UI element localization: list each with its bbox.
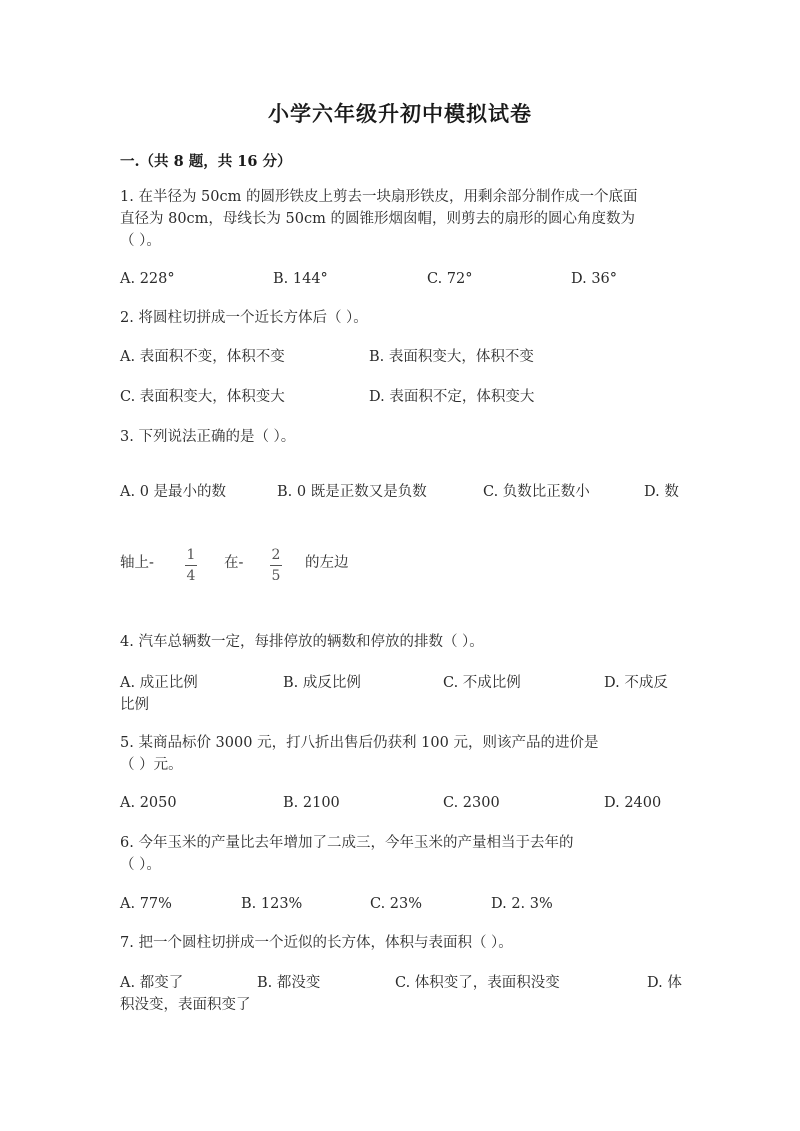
option-d[interactable]: D. 2. 3%	[491, 896, 553, 912]
fraction-denominator: 5	[271, 568, 281, 584]
option-a[interactable]: A. 0 是最小的数	[120, 484, 227, 500]
option-d-continuation-mid: 在-	[224, 555, 244, 571]
option-a[interactable]: A. 228°	[120, 271, 175, 287]
question-6-line-2: （ ）。	[120, 857, 161, 873]
option-d[interactable]: D. 2400	[604, 795, 662, 811]
page-title: 小学六年级升初中模拟试卷	[268, 101, 532, 126]
option-b[interactable]: B. 都没变	[257, 975, 321, 991]
option-d-continuation-suffix: 的左边	[305, 555, 349, 571]
question-4-line-1: 4. 汽车总辆数一定，每排停放的辆数和停放的排数（ ）。	[120, 634, 484, 650]
option-d-continuation: 比例	[120, 697, 149, 713]
option-d[interactable]: D. 36°	[571, 271, 618, 287]
option-d[interactable]: D. 表面积不定，体积变大	[369, 389, 535, 405]
option-c[interactable]: C. 不成比例	[443, 675, 521, 691]
option-a[interactable]: A. 2050	[120, 795, 177, 811]
question-6-line-1: 6. 今年玉米的产量比去年增加了二成三，今年玉米的产量相当于去年的	[120, 835, 574, 851]
option-a[interactable]: A. 77%	[120, 896, 172, 912]
section-heading: 一.（共 8 题，共 16 分）	[120, 153, 292, 170]
option-a[interactable]: A. 都变了	[120, 975, 184, 991]
question-2-line-1: 2. 将圆柱切拼成一个近长方体后（ ）。	[120, 310, 368, 326]
question-5-line-1: 5. 某商品标价 3000 元，打八折出售后仍获利 100 元，则该产品的进价是	[120, 735, 599, 751]
option-c[interactable]: C. 负数比正数小	[483, 484, 590, 500]
option-b[interactable]: B. 0 既是正数又是负数	[277, 484, 427, 500]
question-1-line-3: （ ）。	[120, 233, 161, 249]
fraction-denominator: 4	[186, 568, 196, 584]
question-7-line-1: 7. 把一个圆柱切拼成一个近似的长方体，体积与表面积（ ）。	[120, 935, 513, 951]
option-d[interactable]: D. 数	[644, 484, 679, 500]
option-b[interactable]: B. 2100	[283, 795, 340, 811]
question-1-line-1: 1. 在半径为 50cm 的圆形铁皮上剪去一块扇形铁皮，用剩余部分制作成一个底面	[120, 189, 638, 205]
option-d-continuation-prefix: 轴上-	[120, 555, 154, 571]
option-b[interactable]: B. 表面积变大，体积不变	[369, 349, 534, 365]
option-b[interactable]: B. 成反比例	[283, 675, 361, 691]
option-d[interactable]: D. 体	[647, 975, 682, 991]
question-1-line-2: 直径为 80cm，母线长为 50cm 的圆锥形烟囱帽，则剪去的扇形的圆心角度数为	[120, 211, 635, 227]
fraction-numerator: 2	[271, 547, 281, 563]
option-a[interactable]: A. 表面积不变，体积不变	[120, 349, 285, 365]
option-a[interactable]: A. 成正比例	[120, 675, 198, 691]
option-b[interactable]: B. 123%	[241, 896, 303, 912]
fraction-bar	[270, 565, 282, 566]
option-b[interactable]: B. 144°	[273, 271, 328, 287]
question-5-line-2: （ ）元。	[120, 757, 183, 773]
fraction-numerator: 1	[186, 547, 196, 563]
option-c[interactable]: C. 体积变了，表面积没变	[395, 975, 560, 991]
option-c[interactable]: C. 2300	[443, 795, 500, 811]
option-d-continuation: 积没变，表面积变了	[120, 997, 251, 1013]
option-c[interactable]: C. 表面积变大，体积变大	[120, 389, 285, 405]
option-c[interactable]: C. 23%	[370, 896, 423, 912]
fraction-one-quarter	[183, 547, 199, 584]
fraction-two-fifths	[268, 547, 284, 584]
fraction-bar	[185, 565, 197, 566]
option-d[interactable]: D. 不成反	[604, 675, 668, 691]
question-3-line-1: 3. 下列说法正确的是（ ）。	[120, 429, 296, 445]
option-c[interactable]: C. 72°	[427, 271, 473, 287]
